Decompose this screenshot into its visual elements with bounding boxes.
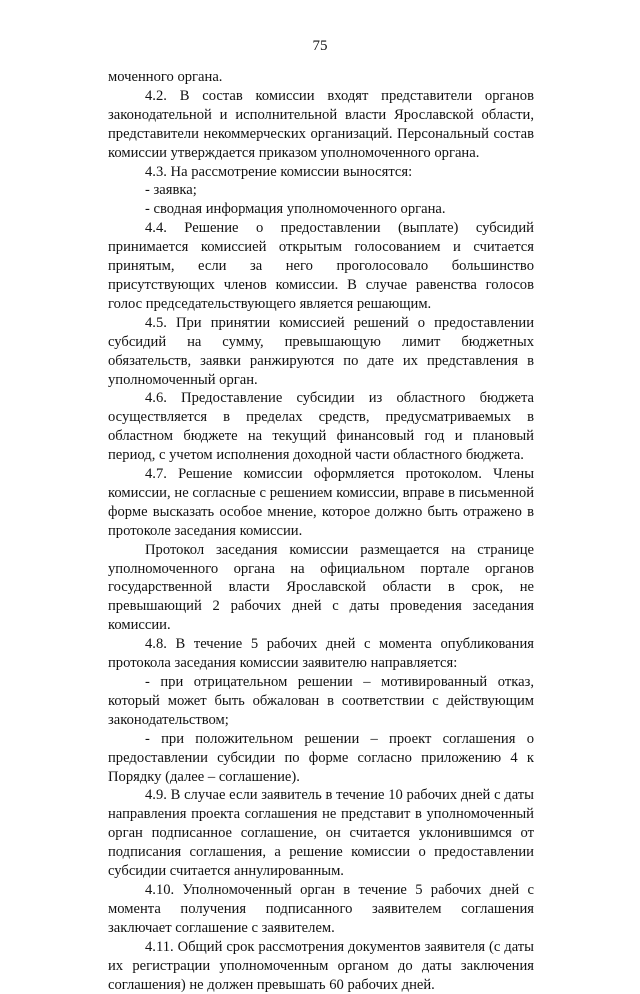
paragraph-4-4: 4.4. Решение о предоставлении (выплате) субсидий принимается комиссией открытым голосованием и считается принятым, если за него проголосовало большинство присутствующих членов комиссии. В случае равенства голосов голос председательствующего является решающим. — [108, 220, 534, 312]
list-item-negative-decision: - при отрицательном решении – мотивированный отказ, который может быть обжалован в соответствии с действующим законодательством; — [108, 674, 534, 728]
paragraph-4-2: 4.2. В состав комиссии входят представители органов законодательной и исполнительной власти Ярославской области, представители некоммерческих организаций. Персональный состав комиссии утверждается приказом уполномоченного органа. — [108, 87, 534, 161]
list-item-positive-decision: - при положительном решении – проект соглашения о предоставлении субсидии по форме согласно приложению 4 к Порядку (далее – соглашение). — [108, 730, 534, 785]
paragraph-protocol: Протокол заседания комиссии размещается на странице уполномоченного органа на официальном портале органов государственной власти Ярославской области в срок, не превышающий 2 рабочих дней с даты проведения заседания комиссии. — [108, 541, 534, 634]
document-body — [108, 68, 534, 994]
list-item-application: - заявка; — [145, 182, 197, 199]
paragraph-4-6: 4.6. Предоставление субсидии из областного бюджета осуществляется в пределах средств, предусматриваемых в областном бюджете на текущий финансовый год и плановый период, с учетом исполнения доходной части областного бюджета. — [108, 390, 534, 464]
paragraph-4-3: 4.3. На рассмотрение комиссии выносятся: — [145, 163, 413, 180]
paragraph-4-7: 4.7. Решение комиссии оформляется протоколом. Члены комиссии, не согласные с решением комиссии, вправе в письменной форме высказать особое мнение, которое должно быть отражено в протоколе заседания комиссии. — [108, 466, 534, 539]
paragraph-4-10: 4.10. Уполномоченный орган в течение 5 рабочих дней с момента получения подписанного заявителем соглашения заключает соглашение с заявителем. — [108, 881, 534, 936]
paragraph-continuation: моченного органа. — [108, 69, 223, 85]
paragraph-4-8: 4.8. В течение 5 рабочих дней с момента опубликования протокола заседания комиссии заявителю направляется: — [108, 636, 534, 672]
paragraph-4-5: 4.5. При принятии комиссией решений о предоставлении субсидий на сумму, превышающую лимит бюджетных обязательств, заявки ранжируются по дате их представления в уполномоченный орган. — [108, 314, 534, 388]
paragraph-4-11: 4.11. Общий срок рассмотрения документов заявителя (с даты их регистрации уполномоченным органом до даты заключения соглашения) не должен превышать 60 рабочих дней. — [108, 938, 534, 993]
paragraph-4-9: 4.9. В случае если заявитель в течение 10 рабочих дней с даты направления проекта соглашения не представит в уполномоченный орган подписанное соглашение, он считается уклонившимся от подписания соглашения, а решение комиссии о предоставлении субсидии считается аннулированным. — [108, 787, 534, 880]
list-item-summary-info: - сводная информация уполномоченного органа. — [145, 201, 446, 218]
page-number: 75 — [312, 38, 328, 54]
